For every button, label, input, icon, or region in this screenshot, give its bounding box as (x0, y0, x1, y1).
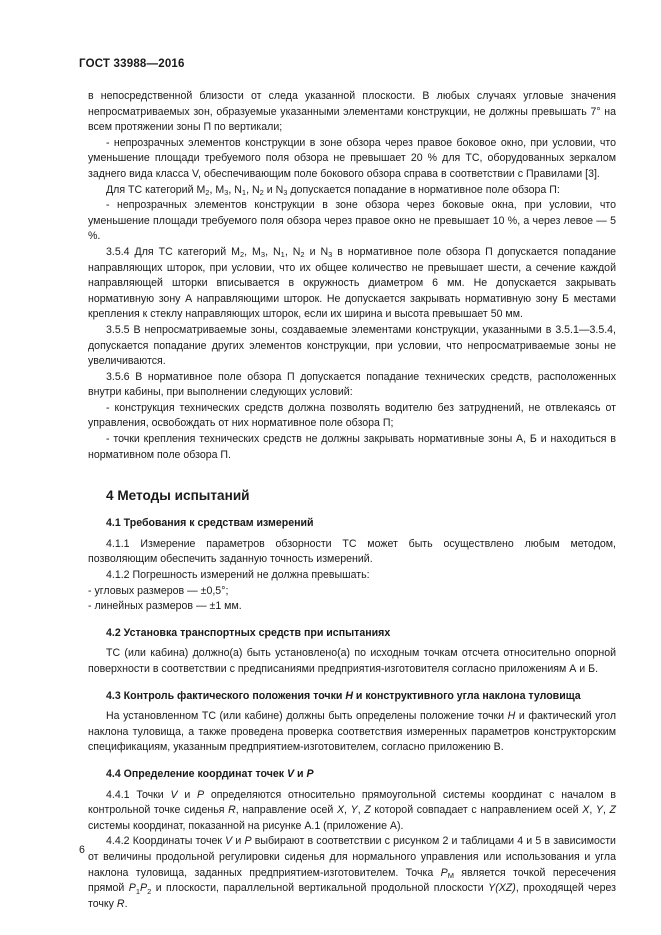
paragraph: Для ТС категорий $M_2$, $M_3$, $N_1$, $N_2$ и $N_3$ допускается попадание в нормативное поле обзора П: (106, 183, 560, 198)
subsection-4-3-heading: 4.3 Контроль фактического положения точки H и конструктивного угла наклона туловища (106, 689, 581, 702)
clause-4-1-2: 4.1.2 Погрешность измерений не должна превышать: (106, 569, 370, 582)
clause-3-5-5: 3.5.5 В непросматриваемые зоны, создаваемые элементами конструкции, указанными в 3.5.1—3.5.4, допускается попадание других элементов конструкции, при условии, что непросматриваемые зоны не увеличиваются. (88, 323, 616, 368)
section-4-heading: 4 Методы испытаний (106, 488, 250, 504)
clause-4-4-1: 4.4.1 Точки V и P определяются относительно прямоугольной системы координат с началом в контрольной точке сиденья R, направление осей X, Y, Z которой совпадает с направлением осей X, Y, Z системы координат, показанной на рисунке А.1 (приложение А). (88, 788, 617, 832)
list-item: - конструкция технических средств должна позволять водителю без затруднений, не отвлекаясь от управления, освобождать от них нормативное поле обзора П; (88, 401, 616, 430)
clause-3-5-6: 3.5.6 В нормативное поле обзора П допускается попадание технических средств, расположенных внутри кабины, при выполнении следующих условий: (88, 370, 616, 399)
subsection-4-1-heading: 4.1 Требования к средствам измерений (106, 517, 314, 530)
page-number: 6 (79, 844, 85, 856)
list-item: - линейных размеров — ±1 мм. (88, 600, 242, 613)
subsection-4-2-heading: 4.2 Установка транспортных средств при испытаниях (106, 626, 391, 639)
list-item: - точки крепления технических средств не должны закрывать нормативные зоны А, Б и находиться в нормативном поле обзора П. (88, 433, 616, 461)
clause-4-1-1: 4.1.1 Измерение параметров обзорности ТС может быть осуществлено любым методом, позволяющим обеспечить заданную точность измерений. (88, 537, 616, 566)
clause-4-2: ТС (или кабина) должно(а) быть установлено(а) по исходным точкам отсчета относительно опорной поверхности в соответствии с предписаниями предприятия-изготовителя согласно приложениям А и Б. (88, 647, 616, 675)
subsection-4-4-heading: 4.4 Определение координат точек V и P (106, 767, 314, 780)
document-body (88, 89, 616, 912)
document-header: ГОСТ 33988—2016 (79, 58, 185, 70)
list-item: - непрозрачных элементов конструкции в зоне обзора через правое боковое окно, при условии, что уменьшение площади требуемого поля обзора не превышает 20 % для ТС, оборудованных зеркалом заднего вида класса V, обеспечивающим поле бокового обзора справа в соответствии с Правилами [3]. (88, 136, 616, 180)
list-item: - непрозрачных элементов конструкции в зоне обзора через боковые окна, при условии, что уменьшение площади требуемого поля обзора через правое окно не превышает 10 %, а через левое — 5 %. (88, 199, 616, 243)
clause-3-5-4: 3.5.4 Для ТС категорий $M_2$, $M_3$, $N_1$, $N_2$ и $N_3$ в нормативное поле обзора П допускается попадание направляющих шторок, при условии, что их общее количество не превышает шести, а сечение каждой направляющей шторки вписывается в окружность диаметром 6 мм. Не допускается закрывать нормативную зону А направляющими шторок. Не допускается закрывать нормативную зону Б местами крепления к стеклу направляющих шторок, если их ширина и высота превышает 50 мм. (88, 245, 617, 321)
paragraph: в непосредственной близости от следа указанной плоскости. В любых случаях угловые значения непросматриваемых зон, образуемые указанными элементами конструкции, не должны превышать 7° на всем протяжении зоны П по вертикали; (88, 90, 616, 134)
clause-4-3: На установленном ТС (или кабине) должны быть определены положение точки H и фактический угол наклона туловища, а также проведена проверка соответствия измеренных параметров конструкторским спецификациям, указанным предприятием-изготовителем, согласно приложению В. (88, 710, 616, 754)
clause-4-4-2: 4.4.2 Координаты точек V и P выбирают в соответствии с рисунком 2 и таблицами 4 и 5 в зависимости от величины продольной регулировки сиденья для нормального управления или использования и угла наклона туловища, заданных предприятием-изготовителем. Точка $P_M$ является точкой пересечения прямой $P_1P_2$ и плоскости, параллельной вертикальной продольной плоскости Y(XZ), проходящей через точку R. (88, 835, 616, 910)
list-item: - угловых размеров — ±0,5°; (88, 584, 229, 597)
